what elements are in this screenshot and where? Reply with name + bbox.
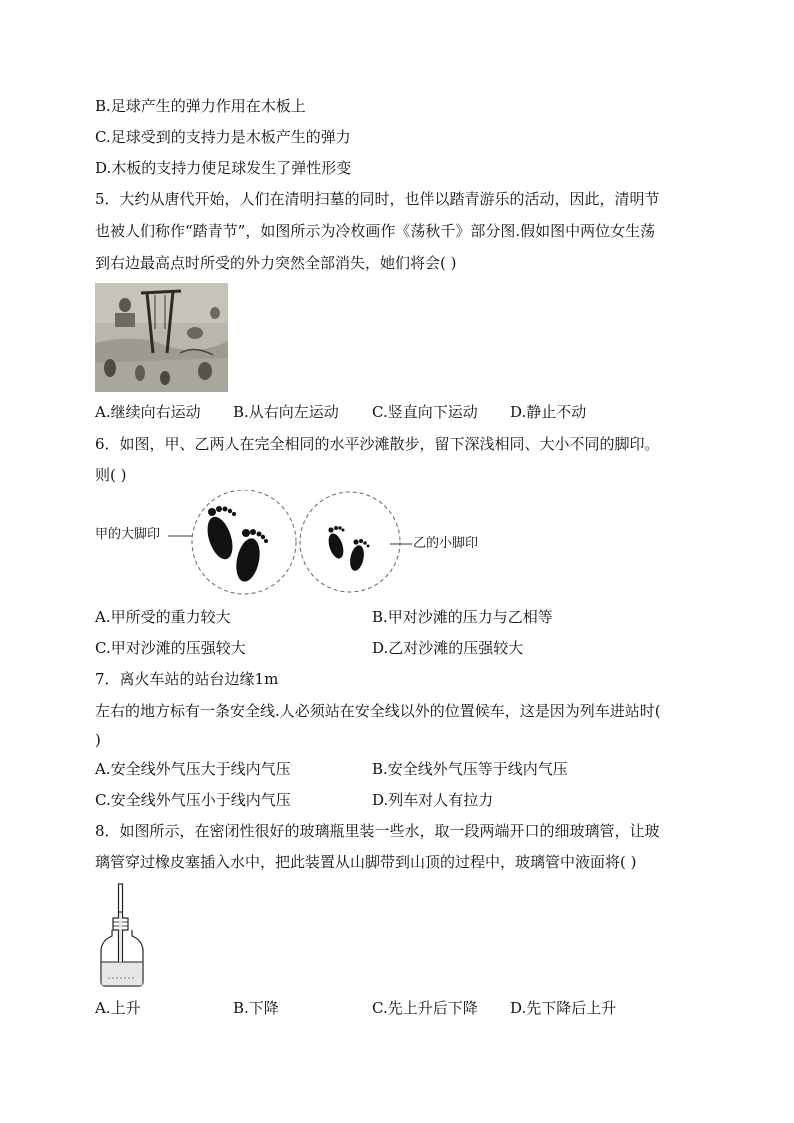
q4-option-c: C.足球受到的支持力是木板产生的弹力 [95,128,351,146]
small-footprint-left [326,526,346,560]
q6-option-c: C.甲对沙滩的压强较大 [95,639,246,657]
q6-stem-line2: 则( ) [95,466,127,484]
q5-stem-line1: 5．大约从唐代开始，人们在清明扫墓的同时，也伴以踏青游乐的活动，因此，清明节 [95,190,660,208]
swing-painting-figure [95,283,228,392]
q4-option-b: B.足球产生的弹力作用在木板上 [95,97,306,115]
q4-option-d: D.木板的支持力使足球发生了弹性形变 [95,159,352,177]
q6-option-b: B.甲对沙滩的压力与乙相等 [372,608,553,626]
q6-label-big-footprint: 甲的大脚印 [95,527,161,542]
big-footprint-left [203,506,238,562]
q8-stem-line2: 璃管穿过橡皮塞插入水中，把此装置从山脚带到山顶的过程中，玻璃管中液面将( ) [95,853,637,871]
q8-option-b: B.下降 [233,999,279,1017]
q8-option-c: C.先上升后下降 [372,999,478,1017]
q6-option-a: A.甲所受的重力较大 [95,608,231,626]
q6-option-d: D.乙对沙滩的压强较大 [372,639,524,657]
q7-stem-line2: 左右的地方标有一条安全线.人必须站在安全线以外的位置候车，这是因为列车进站时( [95,702,661,720]
water [102,962,143,985]
q5-stem-line3: 到右边最高点时所受的外力突然全部消失，她们将会( ) [95,254,457,272]
q6-label-small-footprint: 乙的小脚印 [413,536,479,551]
q8-stem-line1: 8．如图所示，在密闭性很好的玻璃瓶里装一些水，取一段两端开口的细玻璃管，让玻 [95,822,660,840]
q5-option-b: B.从右向左运动 [233,403,339,421]
small-footprint-right [348,539,370,572]
q8-option-d: D.先下降后上升 [510,999,617,1017]
q5-option-d: D.静止不动 [510,403,587,421]
glass-bottle-figure [98,882,148,990]
q5-option-a: A.继续向右运动 [95,403,201,421]
q7-option-c: C.安全线外气压小于线内气压 [95,791,291,809]
q7-stem-line3: ) [95,731,101,749]
q5-stem-line2: 也被人们称作“踏青节”，如图所示为冷枚画作《荡秋千》部分图.假如图中两位女生荡 [95,222,656,240]
q7-option-b: B.安全线外气压等于线内气压 [372,760,568,778]
big-footprint-right [233,529,268,584]
q7-option-a: A.安全线外气压大于线内气压 [95,760,291,778]
q5-option-c: C.竖直向下运动 [372,403,478,421]
q7-option-d: D.列车对人有拉力 [372,791,494,809]
q8-option-a: A.上升 [95,999,141,1017]
q6-stem-line1: 6．如图，甲、乙两人在完全相同的水平沙滩散步，留下深浅相同、大小不同的脚印。 [95,435,660,453]
small-footprint-circle [300,492,400,592]
footprints-figure [160,490,420,600]
q7-stem-line1: 7．离火车站的站台边缘1m [95,670,279,688]
